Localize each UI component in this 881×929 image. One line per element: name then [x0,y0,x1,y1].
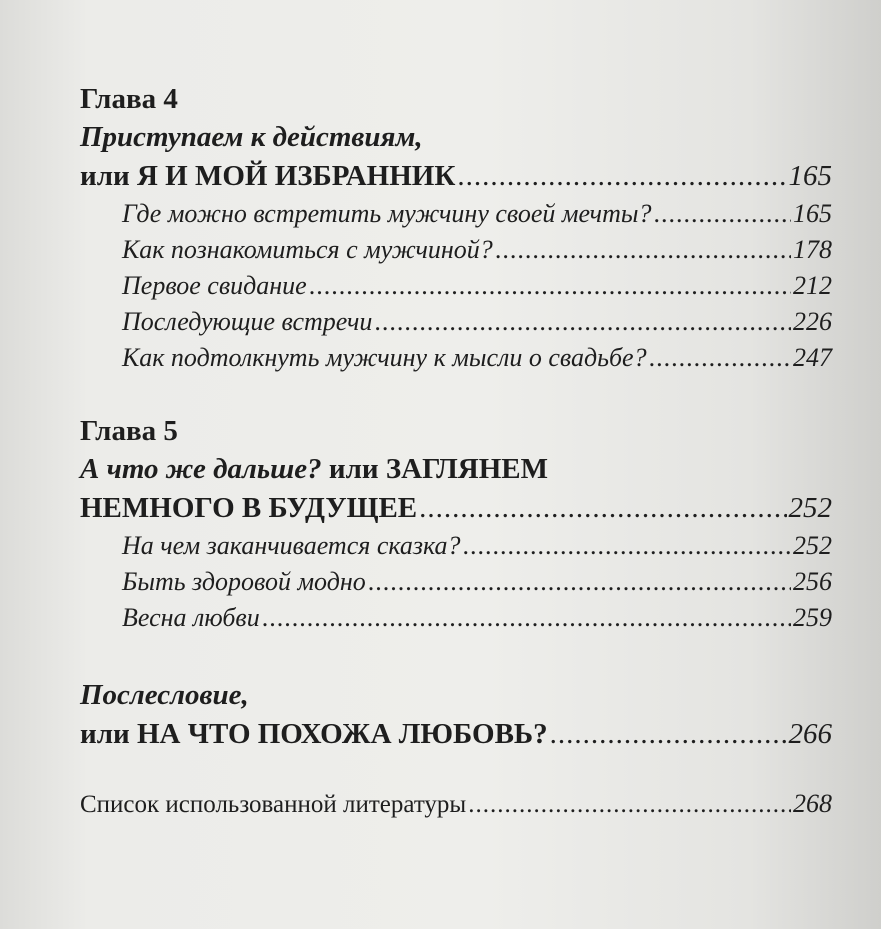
chapter-4-title-caps: Я И МОЙ ИЗБРАННИК [136,160,456,192]
toc-entry[interactable] [122,528,832,564]
chapter-4-page: 165 [788,160,832,192]
afterword-title-line1 [80,676,832,715]
toc-entry[interactable] [122,340,832,376]
toc-entry-page: 165 [793,199,832,228]
chapter-4-label: Глава 4 [80,83,178,115]
toc-entry[interactable] [122,600,832,636]
toc-entry[interactable] [122,196,832,232]
dot-leader [468,787,791,823]
toc-entry-page: 226 [793,307,832,336]
chapter-5-title-line1 [80,450,832,489]
chapter-5-title-italic: А что же дальше? [80,453,322,485]
dot-leader [374,304,791,340]
toc-entry-page: 256 [793,567,832,596]
toc-entry-label: Весна любви [122,603,260,632]
bibliography-label: Список использованной литературы [80,791,467,818]
afterword-title-prefix: или [80,718,130,750]
afterword-title-caps: НА ЧТО ПОХОЖА ЛЮБОВЬ? [136,718,548,750]
afterword-title-line2[interactable] [80,715,832,754]
dot-leader [463,528,791,564]
toc-entry-page: 178 [793,235,832,264]
toc-entry-label: Как подтолкнуть мужчину к мысли о свадьбе? [122,343,647,372]
toc-entry[interactable] [122,232,832,268]
dot-leader [457,157,786,196]
chapter-4-title-line1 [80,118,832,157]
toc-entry-label: На чем заканчивается сказка? [122,531,461,560]
toc-entry-label: Быть здоровой модно [122,567,366,596]
dot-leader [262,600,791,636]
chapter-4-title-italic: Приступаем к действиям, [80,121,423,153]
toc-entry-label: Где можно встретить мужчину своей мечты? [122,199,652,228]
toc-entry-label: Последующие встречи [122,307,373,336]
table-of-contents [80,80,832,823]
dot-leader [653,196,791,232]
dot-leader [309,268,791,304]
toc-entry-page: 252 [793,531,832,560]
dot-leader [550,715,787,754]
dot-leader [495,232,791,268]
chapter-5-title-line2[interactable] [80,489,832,528]
chapter-4-title-prefix: или [80,160,130,192]
toc-entry-page: 212 [793,271,832,300]
toc-entry[interactable] [122,564,832,600]
toc-entry[interactable] [122,304,832,340]
toc-entry[interactable] [122,268,832,304]
afterword-page: 266 [788,718,832,750]
dot-leader [649,340,791,376]
dot-leader [368,564,791,600]
toc-entry-page: 247 [793,343,832,372]
dot-leader [419,489,786,528]
bibliography-entry[interactable] [80,786,832,823]
bibliography-page: 268 [793,789,832,818]
chapter-5-title-caps-line2: НЕМНОГО В БУДУЩЕЕ [80,492,418,524]
toc-entry-page: 259 [793,603,832,632]
chapter-5-page: 252 [788,492,832,524]
chapter-4-title-line2[interactable] [80,157,832,196]
toc-entry-label: Первое свидание [122,271,307,300]
chapter-5-title-prefix: или [328,453,379,485]
chapter-5-label: Глава 5 [80,415,178,447]
afterword-title-italic: Послесловие, [80,679,249,711]
toc-entry-label: Как познакомиться с мужчиной? [122,235,493,264]
chapter-5-title-caps-line1: ЗАГЛЯНЕМ [385,453,549,485]
